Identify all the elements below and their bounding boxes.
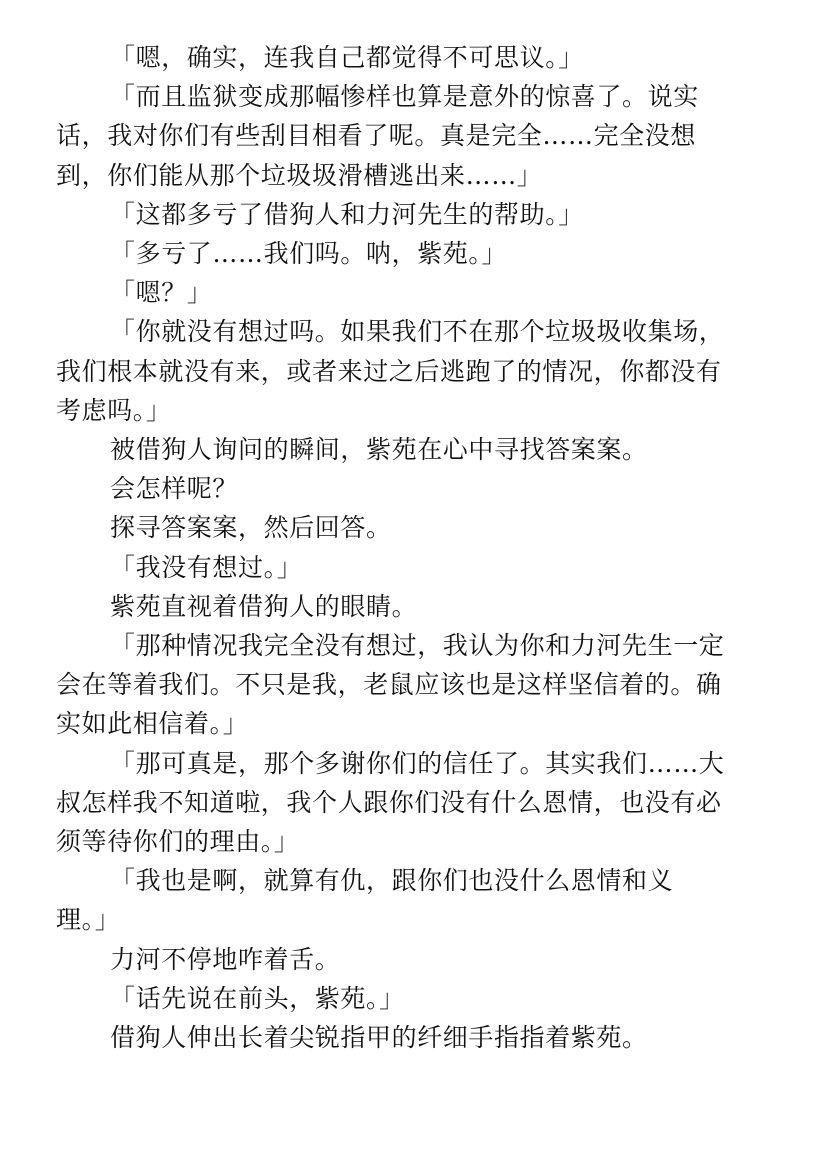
- paragraph: [56, 548, 756, 587]
- paragraph: [56, 1018, 756, 1057]
- text-line: 「我没有想过。」: [110, 552, 303, 582]
- document-page: [56, 38, 756, 1057]
- text-line: 会怎样呢？: [110, 474, 239, 504]
- text-line: 实如此相信着。」: [56, 709, 249, 739]
- text-line: 「而且监狱变成那幅惨样也算是意外的惊喜了。说实: [110, 82, 699, 112]
- paragraph: [56, 312, 756, 430]
- text-line: 探寻答案案，然后回答。: [110, 513, 392, 543]
- text-line: 「嗯？」: [110, 278, 213, 308]
- text-line: 会在等着我们。不只是我，老鼠应该也是这样坚信着的。确: [56, 670, 722, 700]
- text-line: 「多亏了……我们吗。呐，紫苑。」: [110, 239, 508, 269]
- paragraph: [56, 940, 756, 979]
- paragraph: [56, 508, 756, 547]
- text-line: 力河不停地咋着舌。: [110, 944, 341, 974]
- paragraph: [56, 587, 756, 626]
- text-line: 「那可真是，那个多谢你们的信任了。其实我们……大: [110, 748, 725, 778]
- paragraph: [56, 626, 756, 744]
- text-line: 叔怎样我不知道啦，我个人跟你们没有什么恩情，也没有必: [56, 787, 722, 817]
- paragraph: [56, 38, 756, 77]
- text-line: 话，我对你们有些刮目相看了呢。真是完全……完全没想: [56, 121, 697, 151]
- paragraph: [56, 469, 756, 508]
- paragraph: [56, 861, 756, 939]
- text-line: 借狗人伸出长着尖锐指甲的纤细手指指着紫苑。: [110, 1023, 648, 1053]
- paragraph: [56, 273, 756, 312]
- text-line: 「话先说在前头，紫苑。」: [110, 983, 405, 1013]
- text-line: 紫苑直视着借狗人的眼睛。: [110, 591, 418, 621]
- paragraph: [56, 430, 756, 469]
- text-line: 我们根本就没有来，或者来过之后逃跑了的情况，你都没有: [56, 356, 722, 386]
- text-line: 被借狗人询问的瞬间，紫苑在心中寻找答案案。: [110, 435, 648, 465]
- text-line: 「这都多亏了借狗人和力河先生的帮助。」: [110, 199, 584, 229]
- text-line: 到，你们能从那个垃圾圾滑槽逃出来……」: [56, 160, 543, 190]
- paragraph: [56, 979, 756, 1018]
- paragraph: [56, 77, 756, 195]
- paragraph: [56, 195, 756, 234]
- text-line: 「我也是啊，就算有仇，跟你们也没什么恩情和义: [110, 866, 674, 896]
- paragraph: [56, 744, 756, 862]
- text-line: 「那种情况我完全没有想过，我认为你和力河先生一定: [110, 631, 725, 661]
- text-line: 须等待你们的理由。」: [56, 827, 300, 857]
- text-line: 考虑吗。」: [56, 395, 172, 425]
- text-line: 「嗯，确实，连我自己都觉得不可思议。」: [110, 43, 584, 72]
- text-line: 「你就没有想过吗。如果我们不在那个垃圾圾收集场，: [110, 317, 725, 347]
- paragraph: [56, 234, 756, 273]
- text-line: 理。」: [56, 905, 121, 935]
